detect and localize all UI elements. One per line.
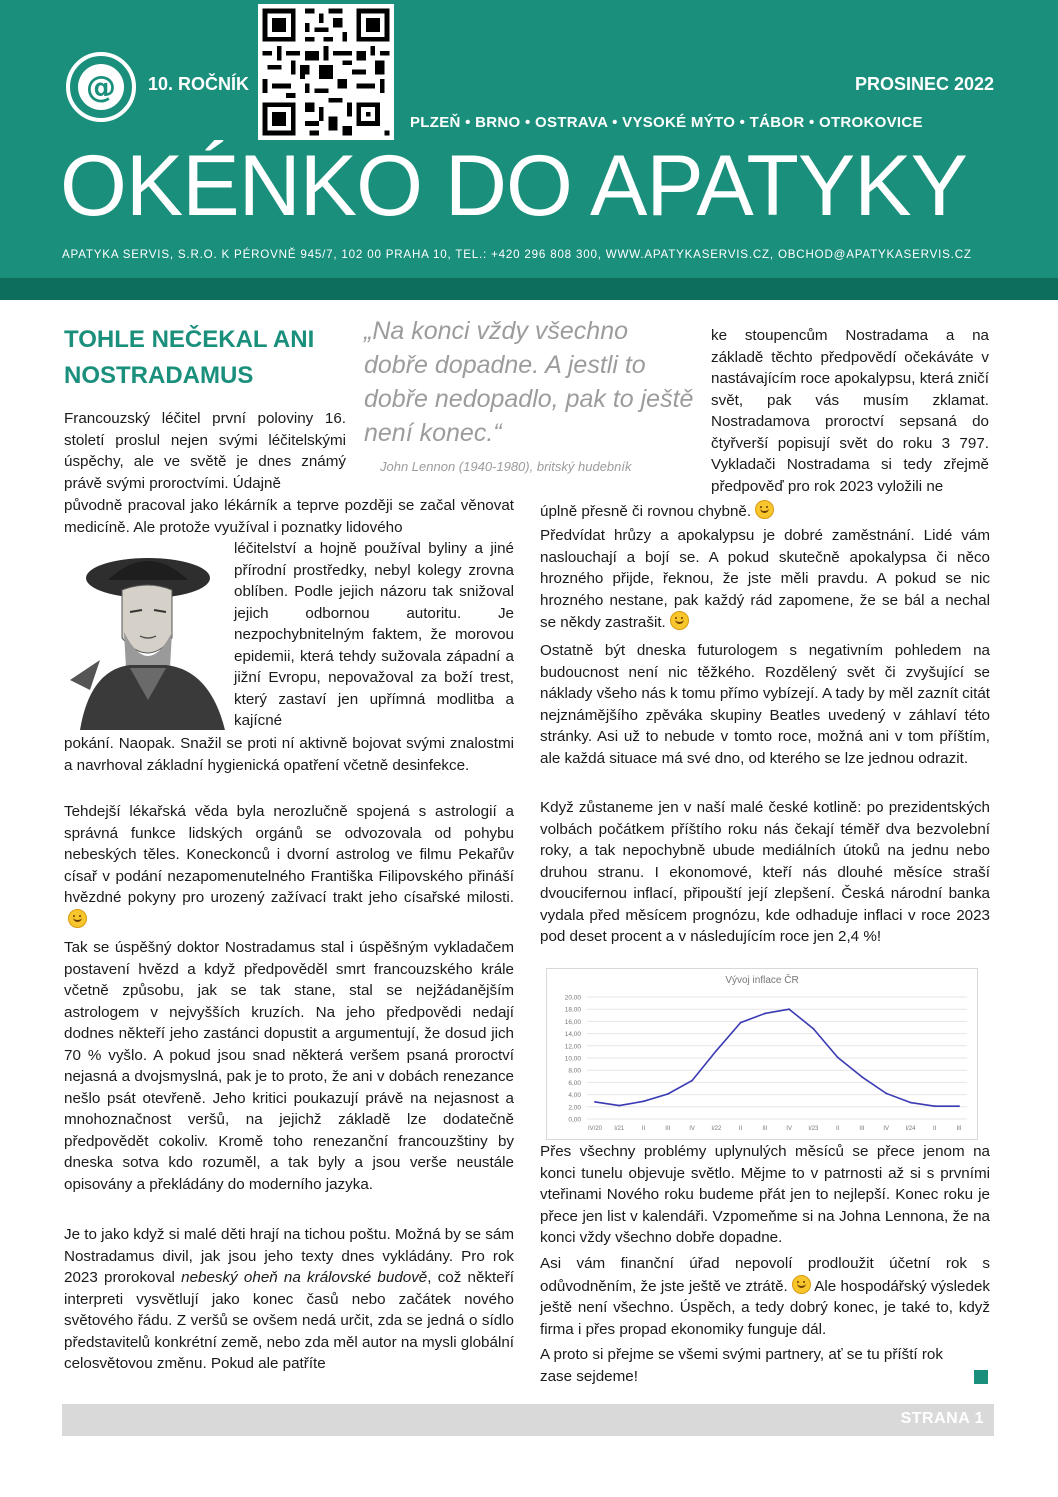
data-point [788,1008,790,1010]
smiley-icon [68,909,87,928]
x-tick-label: III [665,1126,671,1132]
data-point [910,1102,912,1104]
data-point [618,1105,620,1107]
x-tick-label: III [859,1126,865,1132]
y-tick-label: 20,00 [564,994,581,1002]
masthead [0,0,1058,300]
paragraph-prophecies: Tak se úspěšný doktor Nostradamus stal i úspěšným vykladačem postavení hvězd a když předpověděl smrt francouzského krále včetně způsobu, jak se tak stane, stal se nejžádanějším astrologem v nejvyšších kruzích. Na jeho předpovědi nedají dodnes někteří jeho zastánci dopustit a argumentují, že dosud jich 70 % vyšlo. A pokud jsou snad některá veršem psaná proroctví nejasná a dvojsmyslná, pak je to proto, že ani v dobách renezance nešlo psát otevřeně. Jeho kritici poukazují právě na nejasnost a mnohoznačnost veršů, na jejichž základě lze dodatečně předpovědět cokoliv. Kromě toho renezanční francouzštiny by dneska sotva kdo rozuměl, a tak byly a jsou verše neustále opisovány a překládány do moderního jazyka. [64,939,514,1193]
y-tick-label: 0,00 [568,1116,581,1124]
paragraph-intro-top: Francouzský léčitel první poloviny 16. století proslul nejen svými léčitelskými úspěchy, ale ve světě je dnes známý právě svými proroctvími. Údajně [64,410,346,492]
x-tick-label: II [738,1126,743,1132]
y-tick-label: 2,00 [568,1104,581,1112]
x-tick-label: I/22 [711,1126,722,1132]
article-headline: TOHLE NEČEKAL ANI NOSTRADAMUS [64,326,315,389]
data-point [643,1100,645,1102]
y-tick-label: 6,00 [568,1079,581,1087]
data-point [958,1105,960,1107]
data-point [885,1092,887,1094]
data-point [740,1022,742,1024]
y-tick-label: 18,00 [564,1006,581,1014]
smiley-icon [755,500,774,519]
logo [66,52,136,122]
issue-date: PROSINEC 2022 [854,74,994,94]
x-tick-label: IV/20 [587,1126,603,1132]
paragraph-continued: ke stoupencům Nostradama a na základě těchto předpovědí očekáváte v nastávajícím roce apokalypsu, která zničí svět, pak vás musím zklamat. Nostradamova proroctví sepsaná do čtyřverší popisují svět do roku 3 797. Vykladači Nostradama si tedy zřejmě předpověď pro rok 2023 vyložili ne [711,327,989,495]
x-tick-label: I/24 [905,1126,916,1132]
data-point [715,1050,717,1052]
y-tick-label: 4,00 [568,1092,581,1100]
data-point [594,1101,596,1103]
nostradamus-portrait [60,540,230,730]
chart-y-axis [565,995,582,1124]
page-number: STRANA 1 [900,1410,984,1427]
at-sign-icon: @ [78,64,124,110]
header-strip [0,278,1058,300]
data-point [861,1076,863,1078]
paragraph-whispers: Je to jako když si malé děti hrají na tichou poštu. Možná by se sám Nostradamus divil, jak jsou jeho texty dnes vykládány. Pro rok 2023 prorokoval nebeský oheň na královské budově, což někteří interpreti vysvětlují jako konec časů nebo začátek nového světového řádu. Z veršů se ovšem nedá určit, zda se jedná o sídlo představitelů konkrétní země, nebo zda měl autor na mysli globální celosvětovou změnu. Pokud ale patříte [64,1226,514,1372]
chart-title: Vývoj inflace ČR [725,975,799,986]
paragraph-tax: Asi vám finanční úřad nepovolí prodloužit účetní rok s odůvodněním, že jste ještě ve ztrátě. Ale hospodářský výsledek ještě není všechno. Úspěch, a tedy dobrý konec, je také to, když firma i přes propad ekonomiky funguje dál. [540,1255,990,1338]
y-tick-label: 16,00 [564,1018,581,1026]
pull-quote: „Na konci vždy všechno dobře dopadne. A jestli to dobře nedopadlo, pak to ještě není konec.“ [364,317,694,447]
company-address: APATYKA SERVIS, S.R.O. K PÉROVNĚ 945/7, 102 00 PRAHA 10, TEL.: +420 296 808 300, WWW.APATYKASERVIS.CZ, OBCHOD@APATYKASERVIS.CZ [62,248,972,261]
paragraph-intro-mid: původně pracoval jako lékárník a teprve později se začal věnovat medicíně. Ale protože využíval i poznatky lidového [64,497,514,536]
data-point [813,1028,815,1030]
paragraph-futurology: Ostatně být dneska futurologem s negativním pohledem na budoucnost není nic těžkého. Rozdělený svět či zvyšující se náklady všeho nás k tomu přímo vybízejí. A tady by měl zaznít citát nejznámějšího zpěváka skupiny Beatles uvedený v záhlaví této stránky. Asi už to nebude v tomto roce, možná ani v tom příštím, ale každá situace má své dno, od kterého se lze jednou odrazit. [540,642,990,767]
data-point [764,1013,766,1015]
y-tick-label: 14,00 [564,1031,581,1039]
x-tick-label: II [835,1126,840,1132]
data-point [667,1093,669,1095]
volume-label: 10. ROČNÍK [148,74,250,94]
x-tick-label: IV [689,1126,695,1132]
y-tick-label: 12,00 [564,1043,581,1051]
x-tick-label: III [956,1126,962,1132]
x-tick-label: IV [883,1126,890,1132]
paragraph-intro-end: pokání. Naopak. Snažil se proti ní aktivně bojovat svými znalostmi a navrhoval základní hygienická opatření včetně desinfekce. [64,735,514,774]
qr-code [258,4,394,140]
x-tick-label: III [762,1126,768,1132]
cities-list: PLZEŇ • BRNO • OSTRAVA • VYSOKÉ MÝTO • TÁBOR • OTROKOVICE [410,114,923,131]
paragraph-light: Přes všechny problémy uplynulých měsíců se přece jenom na konci tunelu objevuje světlo. Mějme to v patrnosti až si s prvními vteřinami Nového roku budeme přát jen to nejlepší. Konec roku je přece jen list v kalendáři. Vzpomeňme si na Johna Lennona, že na konci vždy všechno dobře dopadne. [540,1143,990,1246]
footer-bar [62,1404,994,1436]
inflation-chart [546,968,978,1140]
paragraph-czech: Když zůstaneme jen v naší malé české kotlině: po prezidentských volbách počátkem příštího roku nás čekají téměř dva bezvolební roky, a tak nepochybně ubude mediálních útoků na jednu nebo druhou stranu. I ekonomové, kteří nás dlouhé měsíce straší dvoucifernou inflací, připouští její zlepšení. Česká národní banka vydala před měsícem prognózu, kde odhaduje inflaci v roce 2023 pod deset procent a v následujícím roce jen 2,4 %! [540,799,990,945]
paragraph-continued-end: úplně přesně či rovnou chybně. [540,500,990,523]
newsletter-title: OKÉNKO DO APATYKY [60,138,967,234]
paragraph-closing: A proto si přejme se všemi svými partnery, ať se tu příští rok zase sejdeme! [540,1346,943,1385]
y-tick-label: 10,00 [564,1055,581,1063]
paragraph-astrology: Tehdejší lékařská věda byla nerozlučně spojená s astrologií a správná funkce lidských orgánů se odvozovala od pohybu nebeských těles. Koneckonců i dvorní astrolog ve filmu Pekařův císař v podání nezapomenutelného Františka Filipovského přináší hvězdné pokyny pro urozený zažívací trakt jeho císařské milosti. [64,801,514,931]
y-tick-label: 8,00 [568,1067,581,1075]
paragraph-apocalypse: Předvídat hrůzy a apokalypsu je dobré zaměstnání. Lidé vám naslouchají a bojí se. A pokud skutečně apokalypsa či něco hrozného přijde, řeknou, že jste měli pravdu. A pokud se nic hrozného nestane, pak každý rád zapomene, že se bál a nechal se někdy zastrašit. [540,527,990,631]
x-tick-label: II [641,1126,646,1132]
quote-author: John Lennon (1940-1980), britský hudebník [380,459,632,474]
data-point [934,1105,936,1107]
end-mark [974,1370,988,1384]
emphasis-quote: nebeský oheň na královské budově [181,1269,428,1286]
paragraph-intro-wrap: léčitelství a hojně používal byliny a jiné přírodní prostředky, nebyl kolegy zrovna oblíben. Podle jejich názoru tak snižoval jejich odbornou autoritu. Je nezpochybnitelným faktem, že morovou epidemii, která tehdy sužovala západní a jižní Evropu, nepovažoval za boží trest, který zastaví jen upřímná modlitba a kajícné [234,540,514,729]
data-point [837,1056,839,1058]
x-tick-label: IV [786,1126,792,1132]
x-tick-label: II [933,1126,937,1132]
data-point [691,1080,693,1082]
x-tick-label: I/23 [808,1126,819,1132]
x-tick-label: I/21 [614,1126,625,1132]
smiley-icon [670,611,689,630]
chart-x-axis [588,1126,962,1132]
smiley-icon [792,1275,811,1294]
